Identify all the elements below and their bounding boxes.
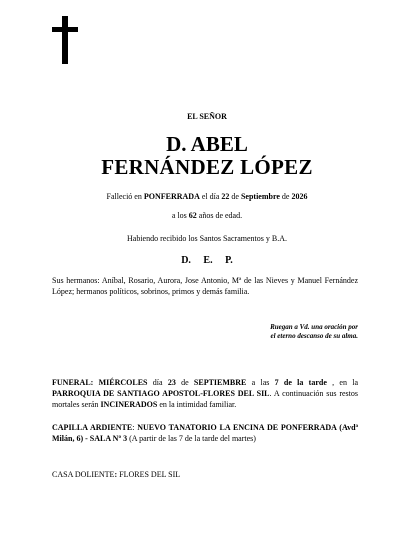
death-month: Septiembre <box>240 192 280 201</box>
header-title: EL SEÑOR <box>187 112 227 121</box>
age-info: a los 62 años de edad. <box>171 211 243 220</box>
casa-info: CASA DOLIENTE: FLORES DEL SIL <box>52 470 181 479</box>
cross-icon <box>52 16 78 64</box>
death-info: Falleció en PONFERRADA el día 22 de Septiembre de 2026 <box>106 192 308 201</box>
age-value: 62 <box>188 211 197 220</box>
deceased-name-line1: D. ABEL <box>166 132 248 156</box>
death-place: PONFERRADA <box>143 192 200 201</box>
capilla-info: CAPILLA ARDIENTE: NUEVO TANATORIO LA ENCINA DE PONFERRADA (Avdª Milán, 6) - SALA Nº 3 (A partir de las 7 de la tarde del martes) <box>52 423 358 443</box>
church-name: PARROQUIA DE SANTIAGO APOSTOL-FLORES DEL SIL <box>52 389 270 398</box>
deceased-name-line2: FERNÁNDEZ LÓPEZ <box>101 155 313 179</box>
prayer-text: Ruegan a Vd. una oración por el eterno descanso de su alma. <box>270 323 358 340</box>
death-year: 2026 <box>291 192 308 201</box>
sacraments-text: Habiendo recibido los Santos Sacramentos y B.A. <box>127 234 287 243</box>
funeral-home: NUEVO TANATORIO LA ENCINA DE PONFERRADA (Avdª Milán, 6) - SALA Nº 3 <box>52 423 358 443</box>
dep-text: D. E. P. <box>181 255 233 266</box>
funeral-info: FUNERAL: MIÉRCOLES día 23 de SEPTIEMBRE a las 7 de la tarde , en la PARROQUIA DE SANTIAGO APOSTOL-FLORES DEL SIL. A continuación sus restos mortales serán INCINERADOS en la intimidad familiar. <box>52 378 359 409</box>
family-text: Sus hermanos: Aníbal, Rosario, Aurora, Jose Antonio, Mª de las Nieves y Manuel Fernández López; hermanos políticos, sobrinos, primos y demás familia. <box>52 276 358 296</box>
death-day: 22 <box>221 192 230 201</box>
